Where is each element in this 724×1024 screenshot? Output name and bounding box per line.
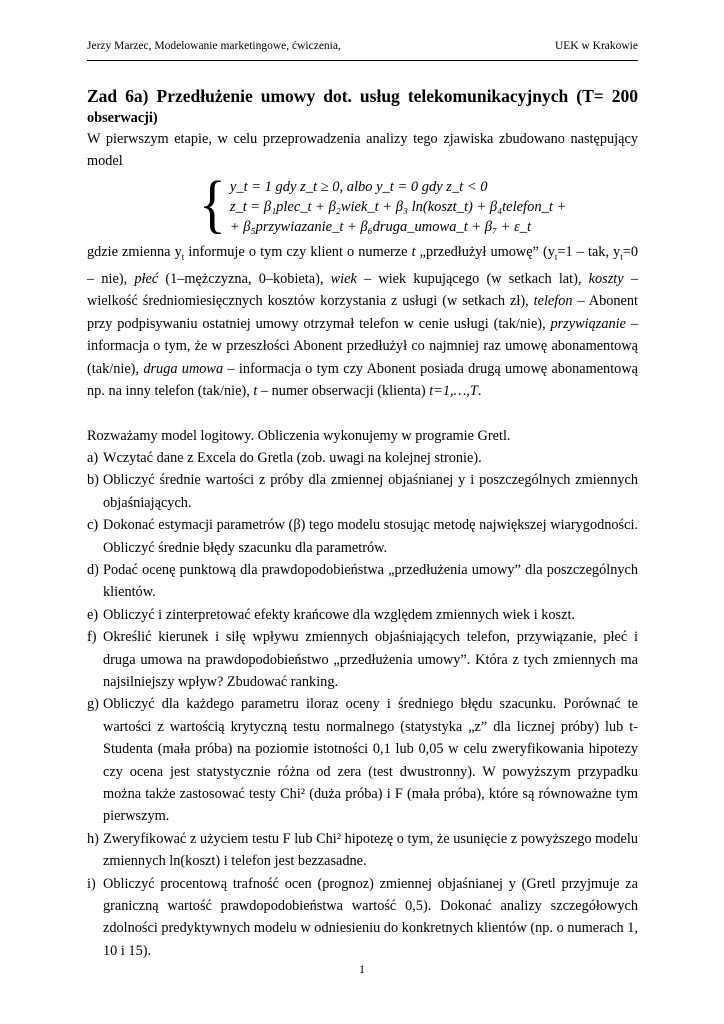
task-item <box>87 514 638 559</box>
task-text: Obliczyć i zinterpretować efekty krańcowe dla względem zmiennych wiek i koszt. <box>103 606 575 623</box>
task-item <box>87 693 638 827</box>
task-text: Obliczyć dla każdego parametru iloraz oceny i średniego błędu szacunku. Porównać te wartości z wartością krytyczną testu normalnego (statystyka „z” dla licznej próby) lub t-Studenta (mała próba) na poziomie istotności 0,1 lub 0,05 w celu zweryfikowania hipotezy czy ocena jest statystycznie różna od zera (test dwustronny). W powyższym przypadku można także zastosować testy Chi² (duża próba) i F (mała próba), które są równoważne tym pierwszym. <box>103 696 638 825</box>
task-text: Określić kierunek i siłę wpływu zmiennych objaśniających telefon, przywiązanie, płeć i druga umowa na prawdopodobieństwo „przedłużenia umowy”. Która z tych zmiennych ma najsilniejszy wpływ? Zbudować ranking. <box>103 629 638 690</box>
task-item <box>87 559 638 604</box>
task-item <box>87 447 638 469</box>
task-item <box>87 828 638 873</box>
equation-line-2: z_t = β₁plec_t + β₂wiek_t + β₃ ln(koszt_t) + β₄telefon_t + <box>229 198 567 215</box>
task-text: Obliczyć procentową trafność ocen (prognoz) zmiennej objaśnianej y (Gretl przyjmuje za graniczną wartość prawdopodobieństwa wartość 0,5). Dokonać analizy szczegółowych zdolności predyktywnych modelu w odniesieniu do konkretnych klientów (np. o numerach 1, 10 i 15). <box>103 875 638 959</box>
intro-paragraph: W pierwszym etapie, w celu przeprowadzenia analizy tego zjawiska zbudowano następujący model <box>87 131 638 170</box>
task-label: d) <box>87 561 99 578</box>
exercise-title-continuation: obserwacji) <box>87 110 158 126</box>
variable-description: gdzie zmienna $y_t$ informuje o tym czy klient o numerze t „przedłużył umowę” ($y_t=1$ – tak, $y_t=0 - nie$), płeć (1–mężczyzna, 0–kobieta), wiek – wiek kupującego (w setkach lat), koszty – wielkość średniomiesięcznych kosztów korzystania z usługi (w setkach zł), telefon – Abonent przy podpisywaniu ostatniej umowy otrzymał telefon w cenie usługi (tak/nie), przywiązanie – informacja o tym, że w przeszłości Abonent przedłużył co najmniej raz umowę abonamentową (tak/nie), druga umowa – informacja o tym czy Abonent posiada drugą umowę abonamentową np. na inny telefon (tak/nie), t – numer obserwacji (klienta) t=1,…,T. <box>87 243 639 400</box>
task-item <box>87 469 638 514</box>
page-number: 1 <box>359 962 365 976</box>
task-label: c) <box>87 517 99 534</box>
task-label: a) <box>87 449 99 466</box>
header-rule <box>87 60 638 61</box>
task-label: h) <box>87 830 99 847</box>
task-text: Obliczyć średnie wartości z próby dla zmiennej objaśnianej y i poszczególnych zmiennych objaśniających. <box>103 472 638 511</box>
header-right: UEK w Krakowie <box>554 40 638 52</box>
task-label: i) <box>87 875 96 892</box>
task-item <box>87 626 638 693</box>
equation-brace: { <box>199 168 226 241</box>
equation-lines <box>230 177 566 237</box>
task-text: Podać ocenę punktową dla prawdopodobieństwa „przedłużenia umowy” dla poszczególnych klientów. <box>103 561 638 601</box>
task-label: e) <box>87 606 99 623</box>
task-text: Zweryfikować z użyciem testu F lub Chi² hipotezę o tym, że usunięcie z powyższego modelu zmiennych ln(koszt) i telefon jest bezzasadne. <box>103 830 638 870</box>
header-left: Jerzy Marzec, Modelowanie marketingowe, ćwiczenia, <box>87 40 341 52</box>
equation-line-1: y_t = 1 gdy z_t ≥ 0, albo y_t = 0 gdy z_t < 0 <box>229 178 488 195</box>
model-note: Rozważamy model logitowy. Obliczenia wykonujemy w programie Gretl. <box>87 427 511 444</box>
page-header <box>87 40 638 52</box>
task-item <box>87 873 638 963</box>
exercise-title: Zad 6a) Przedłużenie umowy dot. usług telekomunikacyjnych (T= 200 <box>87 86 638 106</box>
equation-line-3: + β₅przywiazanie_t + β₆druga_umowa_t + β₇ + ε_t <box>229 218 532 235</box>
task-label: g) <box>87 696 99 713</box>
task-label: f) <box>87 629 97 646</box>
paragraph-gap <box>87 403 638 425</box>
model-equation <box>199 168 638 241</box>
task-item <box>87 604 638 626</box>
task-list <box>87 447 638 962</box>
task-text: Dokonać estymacji parametrów (β) tego modelu stosując metodę największej wiarygodności. Obliczyć średnie błędy szacunku dla parametrów. <box>103 517 638 556</box>
page-content <box>87 84 638 962</box>
task-text: Wczytać dane z Excela do Gretla (zob. uwagi na kolejnej stronie). <box>103 449 482 466</box>
task-label: b) <box>87 472 99 489</box>
